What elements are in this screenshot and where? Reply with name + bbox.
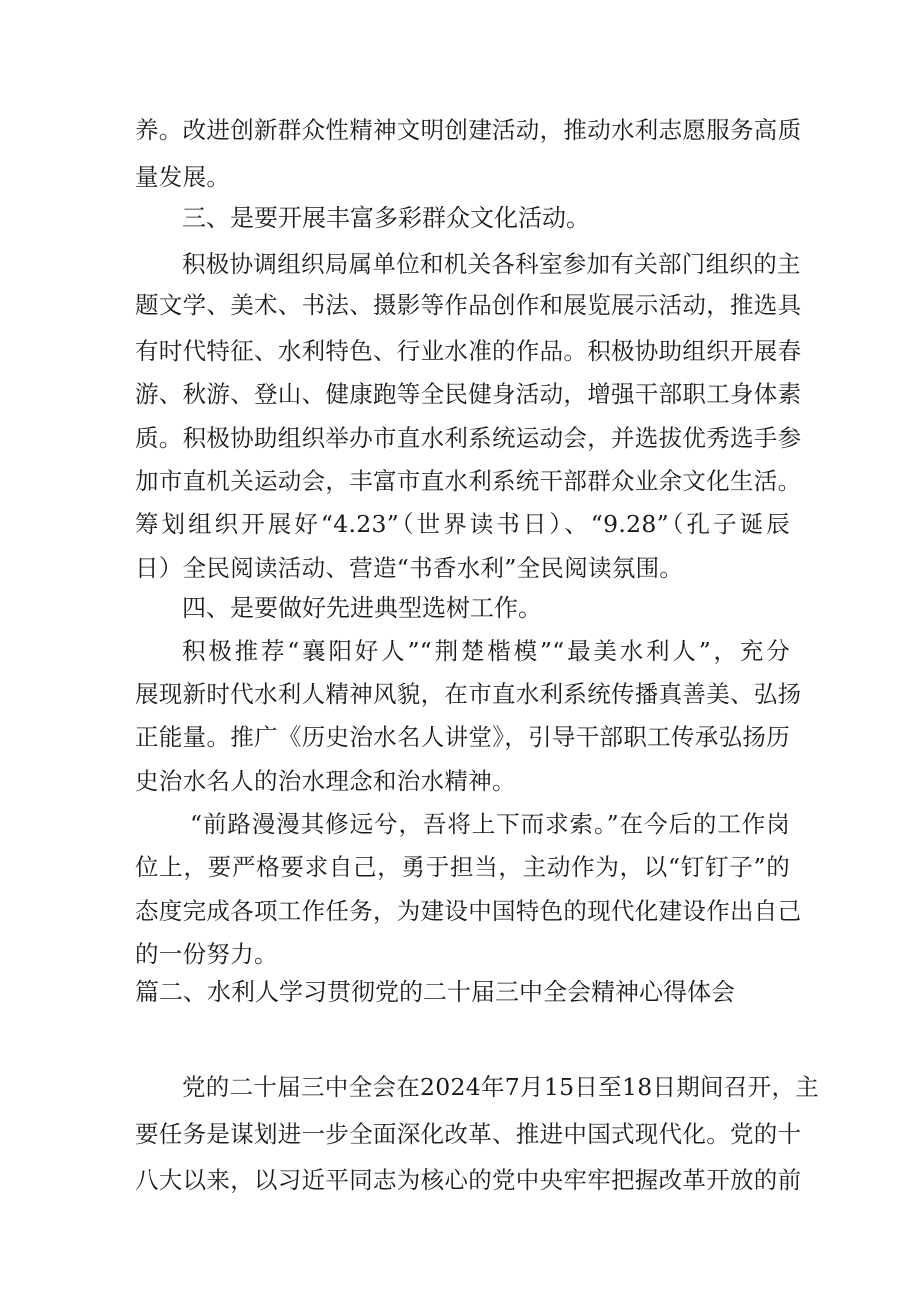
paragraph-line: 要任务是谋划进一步全面深化改革、推进中国式现代化。党的十 (135, 1120, 802, 1148)
section-heading: 三、是要开展丰富多彩群众文化活动。 (182, 204, 590, 232)
paragraph-line: 位上，要严格要求自己，勇于担当，主动作为，以“钉钉子”的 (135, 853, 790, 881)
article-title: 篇二、水利人学习贯彻党的二十届三中全会精神心得体会 (135, 978, 735, 1006)
paragraph-line: 游、秋游、登山、健康跑等全民健身活动，增强干部职工身体素 (135, 380, 802, 408)
paragraph-line: 积极协调组织局属单位和机关各科室参加有关部门组织的主 (182, 250, 801, 278)
paragraph-line: 质。积极协助组织举办市直水利系统运动会，并选拔优秀选手参 (135, 424, 802, 452)
paragraph-line: 积极推荐“襄阳好人”“荆楚楷模”“最美水利人”，充分 (182, 637, 790, 665)
paragraph-line: 的一份努力。 (135, 940, 278, 968)
paragraph-line: 史治水名人的治水理念和治水精神。 (135, 767, 516, 795)
paragraph-line: 日）全民阅读活动、营造“书香水利”全民阅读氛围。 (135, 554, 684, 582)
paragraph-line: 养。改进创新群众性精神文明创建活动，推动水利志愿服务高质 (135, 116, 802, 144)
paragraph-line: 展现新时代水利人精神风貌，在市直水利系统传播真善美、弘扬 (135, 680, 802, 708)
paragraph-line: 加市直机关运动会，丰富市直水利系统干部群众业余文化生活。 (135, 467, 802, 495)
paragraph-line: “前路漫漫其修远兮，吾将上下而求索。”在今后的工作岗 (190, 810, 790, 838)
paragraph-line: 筹划组织开展好“4.23”（世界读书日）、“9.28”（孔子诞辰 (135, 510, 790, 538)
paragraph-line: 态度完成各项工作任务，为建设中国特色的现代化建设作出自己 (135, 897, 802, 925)
paragraph-line: 题文学、美术、书法、摄影等作品创作和展览展示活动，推选具 (135, 291, 802, 319)
paragraph-line: 量发展。 (135, 163, 231, 191)
paragraph-line: 有时代特征、水利特色、行业水准的作品。积极协助组织开展春 (135, 337, 802, 365)
paragraph-line: 正能量。推广《历史治水名人讲堂》，引导干部职工传承弘扬历 (135, 723, 790, 751)
paragraph-line: 党的二十届三中全会在2024年7月15日至18日期间召开，主 (182, 1073, 820, 1101)
section-heading: 四、是要做好先进典型选树工作。 (182, 594, 542, 622)
paragraph-line: 八大以来，以习近平同志为核心的党中央牢牢把握改革开放的前 (135, 1166, 802, 1194)
